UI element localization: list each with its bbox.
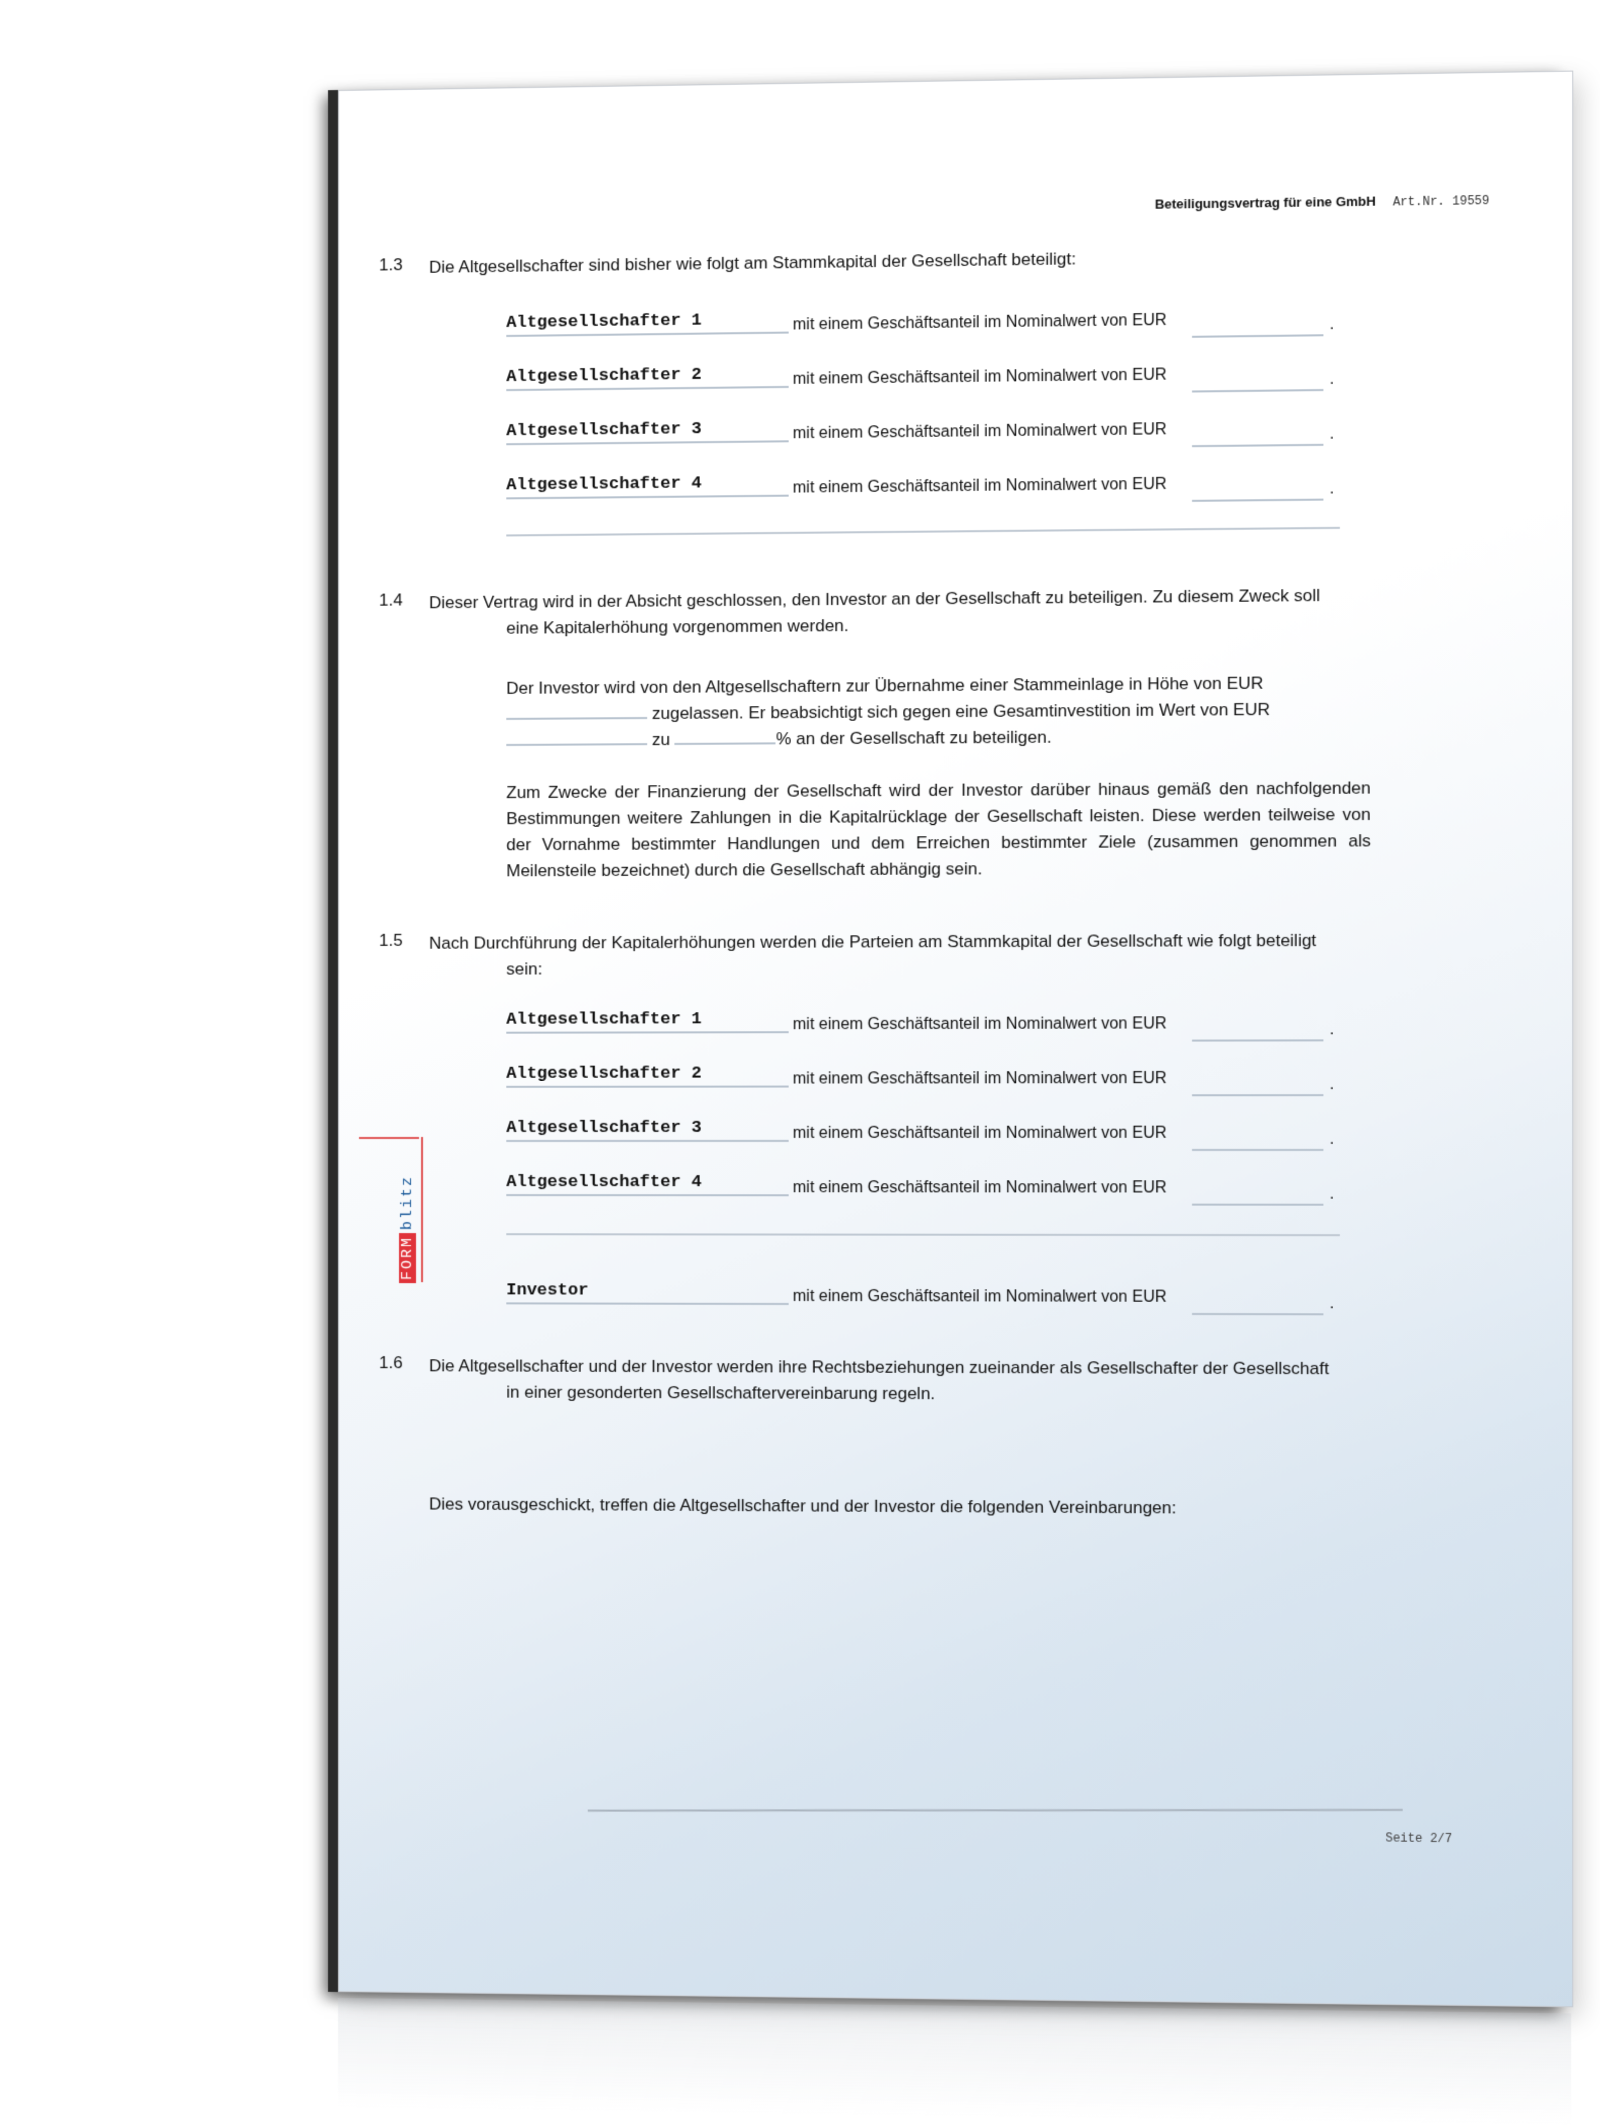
section-1-3: [378, 241, 1477, 277]
section-text: Die Altgesellschafter sind bisher wie folgt am Stammkapital der Gesellschaft beteiligt:: [429, 249, 1077, 277]
financing-paragraph: Zum Zwecke der Finanzierung der Gesellschaft wird der Investor darüber hinaus gemäß den nachfolgenden Bestimmungen weitere Zahlungen in die Kapitalrücklage der Gesellschaft leisten. Diese werden teilweise von der Vornahme bestimmter Handlungen und dem Erreichen bestimmter Ziele (zusammen genommen als Meilensteile bezeichnet) durch die Gesellschaft abhängig sein.: [506, 778, 1371, 881]
amount-field[interactable]: [1192, 1025, 1323, 1041]
section-text-line1: Nach Durchführung der Kapitalerhöhungen werden die Parteien am Stammkapital der Gesellschaft wie folgt beteiligt: [429, 930, 1317, 953]
percent-field[interactable]: [675, 726, 776, 745]
zu-text: zu: [651, 729, 671, 750]
closing-sentence: Dies vorausgeschickt, treffen die Altgesellschafter und der Investor die folgenden Vereinbarungen:: [429, 1494, 1177, 1518]
section-text-line2: eine Kapitalerhöhung vorgenommen werden.: [506, 615, 849, 638]
share-text: mit einem Geschäftsanteil im Nominalwert von EUR: [792, 421, 1167, 443]
share-text: mit einem Geschäftsanteil im Nominalwert von EUR: [792, 475, 1167, 497]
shareholder-name: Altgesellschafter 2: [506, 365, 788, 391]
section-number: 1.5: [378, 930, 403, 950]
shareholder-row: [506, 1118, 1340, 1155]
shareholder-row: [506, 468, 1340, 512]
percent-text: % an der Gesellschaft zu beteiligen.: [775, 727, 1052, 749]
amount-field[interactable]: [1192, 320, 1323, 338]
investor-paragraph: [506, 670, 1370, 754]
logo-text: [399, 1137, 421, 1283]
share-text: mit einem Geschäftsanteil im Nominalwert von EUR: [792, 1015, 1167, 1034]
separator-line: [506, 527, 1340, 537]
amount-field[interactable]: [1192, 1189, 1323, 1205]
document-sheet: [338, 71, 1571, 2006]
section-1-4: [378, 582, 1477, 613]
section-text-line1: Die Altgesellschafter und der Investor werden ihre Rechtsbeziehungen zueinander als Gesellschafter der Gesellschaft: [429, 1356, 1329, 1379]
investor-paragraph-line2: [506, 696, 1370, 728]
section-text-line1: Dieser Vertrag wird in der Absicht geschlossen, den Investor an der Gesellschaft zu beteiligen. Zu diesem Zweck soll: [429, 585, 1321, 613]
shareholder-row: [506, 1173, 1340, 1210]
shareholder-row: [506, 304, 1340, 350]
footer-line: [588, 1809, 1403, 1812]
share-text: mit einem Geschäftsanteil im Nominalwert von EUR: [792, 1287, 1167, 1306]
period: .: [1329, 315, 1335, 334]
share-text: mit einem Geschäftsanteil im Nominalwert von EUR: [792, 366, 1167, 388]
shareholder-name: Altgesellschafter 4: [506, 1173, 788, 1196]
period: .: [1329, 1295, 1335, 1313]
shareholder-row: [506, 1009, 1340, 1047]
amount-field[interactable]: [1192, 1299, 1323, 1316]
amount-field[interactable]: [1192, 1135, 1323, 1151]
share-text: mit einem Geschäftsanteil im Nominalwert von EUR: [792, 311, 1167, 334]
formblitz-logo: [399, 1137, 421, 1282]
logo-text-form: FORM: [399, 1233, 416, 1283]
document-page: [338, 71, 1573, 2008]
shareholder-name: Altgesellschafter 1: [506, 1010, 788, 1034]
separator-line: [506, 1233, 1340, 1236]
period: .: [1329, 1075, 1335, 1094]
section-text-line2: sein:: [506, 959, 543, 979]
investment-amount-field[interactable]: [506, 727, 647, 746]
document-title: Beteiligungsvertrag für eine GmbH: [1154, 193, 1376, 212]
investor-paragraph-text: zugelassen. Er beabsichtigt sich gegen eine Gesamtinvestition im Wert von EUR: [651, 699, 1270, 724]
period: .: [1329, 480, 1335, 498]
section-number: 1.6: [378, 1353, 403, 1373]
stake-amount-field[interactable]: [506, 701, 647, 720]
amount-field[interactable]: [1192, 1080, 1323, 1096]
logo-line: [421, 1137, 423, 1282]
period: .: [1329, 1130, 1335, 1148]
page-header: [1155, 191, 1490, 214]
share-text: mit einem Geschäftsanteil im Nominalwert von EUR: [792, 1124, 1167, 1142]
period: .: [1329, 370, 1335, 388]
period: .: [1329, 1185, 1335, 1203]
shareholder-row: [506, 358, 1340, 404]
section-1-5: [378, 927, 1477, 953]
shareholder-name: Altgesellschafter 4: [506, 473, 788, 499]
section-number: 1.3: [378, 255, 403, 275]
shareholder-name: Altgesellschafter 1: [506, 310, 788, 337]
amount-field[interactable]: [1192, 430, 1323, 448]
logo-text-blitz: blitz: [399, 1174, 417, 1231]
shareholder-name: Altgesellschafter 3: [506, 1119, 788, 1142]
investor-name: Investor: [506, 1281, 788, 1305]
section-1-6: [378, 1353, 1477, 1379]
investor-paragraph-line3: [506, 723, 1370, 754]
section-text-line2: in einer gesonderten Gesellschaftervereinbarung regeln.: [506, 1382, 936, 1404]
period: .: [1329, 1021, 1335, 1039]
section-number: 1.4: [378, 590, 403, 610]
shareholder-row: [506, 1064, 1340, 1101]
shareholder-name: Altgesellschafter 3: [506, 419, 788, 445]
investor-paragraph-line1: Der Investor wird von den Altgesellschaftern zur Übernahme einer Stammeinlage in Höhe von EUR: [506, 673, 1264, 698]
amount-field[interactable]: [1192, 484, 1323, 501]
share-text: mit einem Geschäftsanteil im Nominalwert von EUR: [792, 1179, 1167, 1197]
article-number: Art.Nr. 19559: [1392, 193, 1490, 210]
period: .: [1329, 425, 1335, 443]
page-number: Seite 2/7: [1385, 1831, 1453, 1847]
share-text: mit einem Geschäftsanteil im Nominalwert von EUR: [792, 1069, 1167, 1088]
page-reflection: [338, 1998, 1571, 2125]
investor-row: [506, 1281, 1340, 1319]
shareholder-row: [506, 413, 1340, 458]
shareholder-name: Altgesellschafter 2: [506, 1064, 788, 1087]
amount-field[interactable]: [1192, 375, 1323, 393]
